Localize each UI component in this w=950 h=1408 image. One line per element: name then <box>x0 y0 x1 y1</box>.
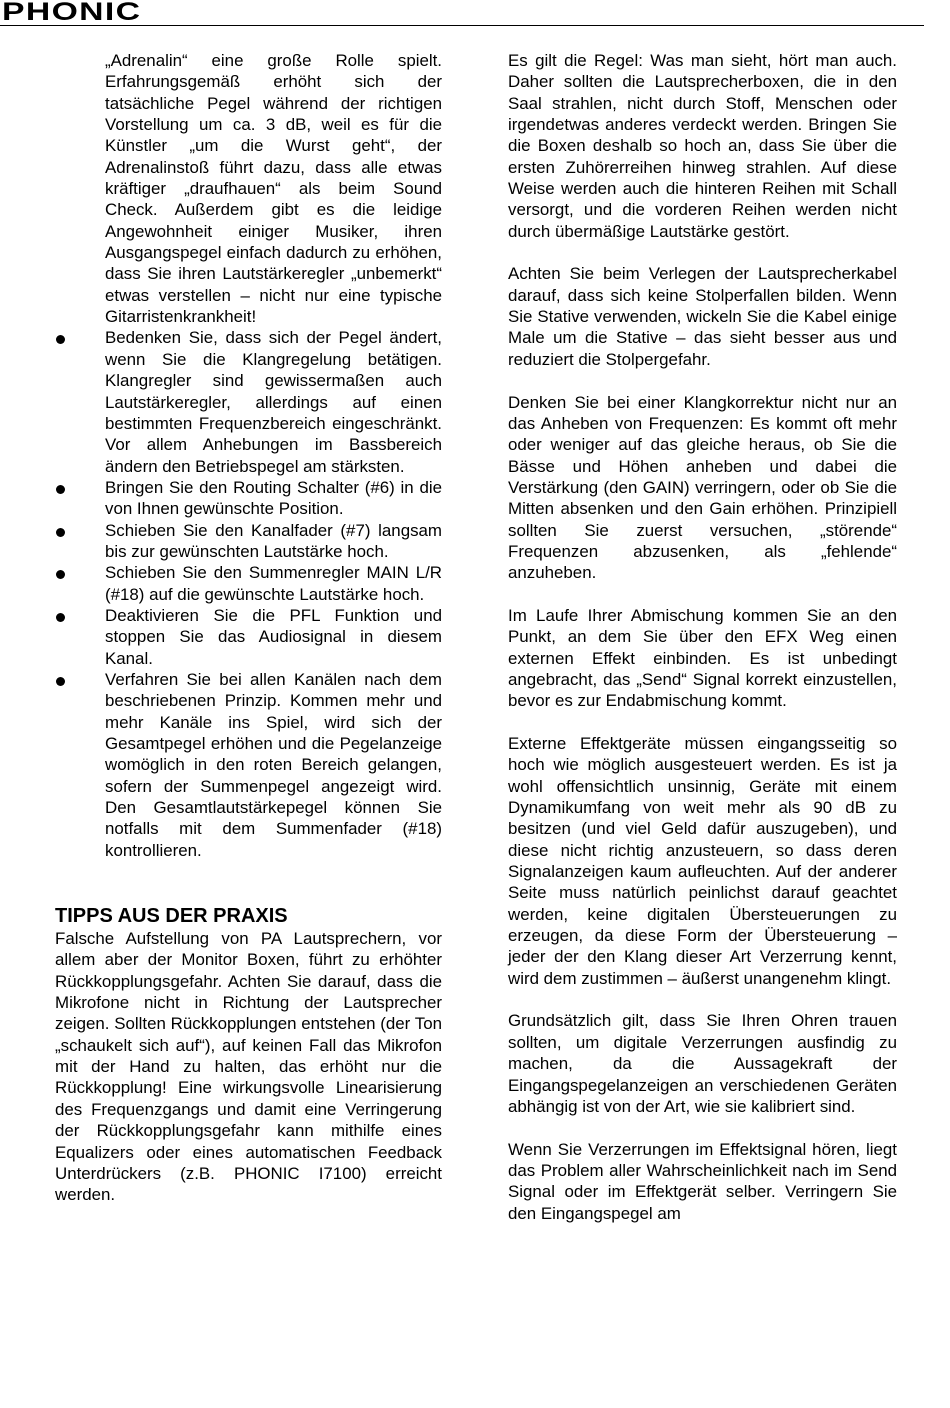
list-item-text: Bedenken Sie, dass sich der Pegel ändert, wenn Sie die Klangregelung betätigen. Klangregler sind gewissermaßen auch Lautstärkeregler, allerdings auf einen bestimmten Frequenzbereich eingeschränkt. Vor allem Anhebungen im Bassbereich ändern den Betriebspegel am stärksten. <box>105 328 442 476</box>
paragraph: Wenn Sie Verzerrungen im Effektsignal hören, liegt das Problem aller Wahrscheinlichkeit nach im Send Signal oder im Effektgerät selber. Verringern Sie den Eingangspegel am <box>508 1139 897 1223</box>
intro-continuation: „Adrenalin“ eine große Rolle spielt. Erfahrungsgemäß erhöht sich der tatsächliche Pegel während der richtigen Vorstellung um ca. 3 dB, weil es für die Künstler „um die Wurst geht“, der Adrenalinstoß führt dazu, dass alle etwas kräftiger „draufhauen“ als beim Sound Check. Außerdem gibt es die leidige Angewohnheit einiger Musiker, ihren Ausgangspegel einfach dadurch zu erhöhen, dass Sie ihren Lautstärkeregler „unbemerkt“ etwas verstellen – nicht nur eine typische Gitarristenkrankheit! <box>105 51 442 327</box>
header-rule <box>0 25 924 26</box>
list-item-text: Bringen Sie den Routing Schalter (#6) in die von Ihnen gewünschte Position. <box>105 477 442 519</box>
list-item <box>55 327 442 476</box>
list-item-text: Schieben Sie den Kanalfader (#7) langsam bis zur gewünschten Lautstärke hoch. <box>105 520 442 561</box>
paragraph: Es gilt die Regel: Was man sieht, hört man auch. Daher sollten die Lautsprecherboxen, die in den Saal strahlen, nicht durch Stoff, Menschen oder irgendetwas anderes verdeckt werden. Bringen Sie die Boxen deshalb so hoch an, dass Sie über die ersten Zuhörerreihen hinweg strahlen. Auf diese Weise werden auch die hinteren Reihen mit Schall versorgt, und die vorderen Reihen werden nicht durch übermäßige Lautstärke gestört. <box>508 51 897 241</box>
paragraph: Im Laufe Ihrer Abmischung kommen Sie an den Punkt, an dem Sie über den EFX Weg einen externen Effekt einbinden. Es ist unbedingt angebracht, das „Send“ Signal korrekt einzustellen, bevor es zur Endabmischung kommt. <box>508 605 897 711</box>
list-item-text: Deaktivieren Sie die PFL Funktion und stoppen Sie das Audiosignal in diesem Kanal. <box>105 605 442 668</box>
bullet-icon <box>56 528 65 537</box>
instruction-list <box>55 327 442 861</box>
phonic-logo: PHONIC <box>2 0 142 26</box>
list-item <box>55 562 442 605</box>
section-heading: TIPPS AUS DER PRAXIS <box>55 905 288 928</box>
bullet-icon <box>56 485 65 494</box>
list-item <box>55 669 442 861</box>
paragraph: Externe Effektgeräte müssen eingangsseitig so hoch wie möglich ausgesteuert werden. Es ist ja wohl offensichtlich unsinnig, Geräte mit einem Dynamikumfang von weit mehr als 90 dB zu besitzen (und viel Geld dafür auszugeben), und diese nicht richtig anzusteuern, so dass deren Signalanzeigen kaum aufleuchten. Auf der anderer Seite muss natürlich peinlichst darauf geachtet werden, keine digitalen Übersteuerungen zu erzeugen, da diese Form der Übersteuerung – jeder der den Klang dieser Art Verzerrung kennt, wird dem zustimmen – äußerst unangenehm klingt. <box>508 734 897 988</box>
paragraph: Denken Sie bei einer Klangkorrektur nicht nur an das Anheben von Frequenzen: Es kommt oft mehr oder weniger auf das gleiche heraus, ob Sie die Bässe und Höhen anheben und dabei die Verstärkung (den GAIN) verringern, oder ob Sie die Mitten absenken und den Gain erhöhen. Prinzipiell sollten Sie zuerst versuchen, „störende“ Frequenzen abzusenken, als „fehlende“ anzuheben. <box>508 392 897 583</box>
page-header <box>0 0 950 30</box>
bullet-icon <box>56 335 65 344</box>
bullet-icon <box>56 677 65 686</box>
paragraph: Grundsätzlich gilt, dass Sie Ihren Ohren trauen sollten, um digitale Verzerrungen ausfindig zu machen, da die Aussagekraft der Eingangspegelanzeigen an verschiedenen Geräten abhängig ist von der Art, wie sie kalibriert sind. <box>508 1011 897 1116</box>
bullet-icon <box>56 570 65 579</box>
left-column <box>55 50 442 1206</box>
right-column <box>508 50 897 1224</box>
bullet-icon <box>56 613 65 622</box>
section-paragraph: Falsche Aufstellung von PA Lautsprechern, vor allem aber der Monitor Boxen, führt zu erhöhter Rückkopplungsgefahr. Achten Sie darauf, dass die Mikrofone nicht in Richtung der Lautsprecher zeigen. Sollten Rückkopplungen entstehen (der Ton „schaukelt sich auf“), auf keinen Fall das Mikrofon mit der Hand zu halten, das erhöht nur die Rückkopplung! Eine wirkungsvolle Linearisierung des Frequenzgangs und damit eine Verringerung der Rückkopplungsgefahr kann mithilfe eines Equalizers oder eines automatischen Feedback Unterdrückers (z.B. PHONIC I7100) erreicht werden. <box>55 929 442 1205</box>
list-item-text: Schieben Sie den Summenregler MAIN L/R (#18) auf die gewünschte Lautstärke hoch. <box>105 563 442 604</box>
list-item <box>55 605 442 669</box>
list-item <box>55 520 442 563</box>
list-item <box>55 477 442 520</box>
paragraph: Achten Sie beim Verlegen der Lautsprecherkabel darauf, dass sich keine Stolperfallen bilden. Wenn Sie Stative verwenden, wickeln Sie die Kabel einige Male um die Stative – das sieht besser aus und reduziert die Stolpergefahr. <box>508 264 897 369</box>
list-item-text: Verfahren Sie bei allen Kanälen nach dem beschriebenen Prinzip. Kommen mehr und mehr Kanäle ins Spiel, wird sich der Gesamtpegel erhöhen und die Pegelanzeige womöglich in den roten Bereich gelangen, sofern der Summenpegel angezeigt wird. Den Gesamtlautstärkepegel können Sie notfalls mit dem Summenfader (#18) kontrollieren. <box>105 669 442 860</box>
